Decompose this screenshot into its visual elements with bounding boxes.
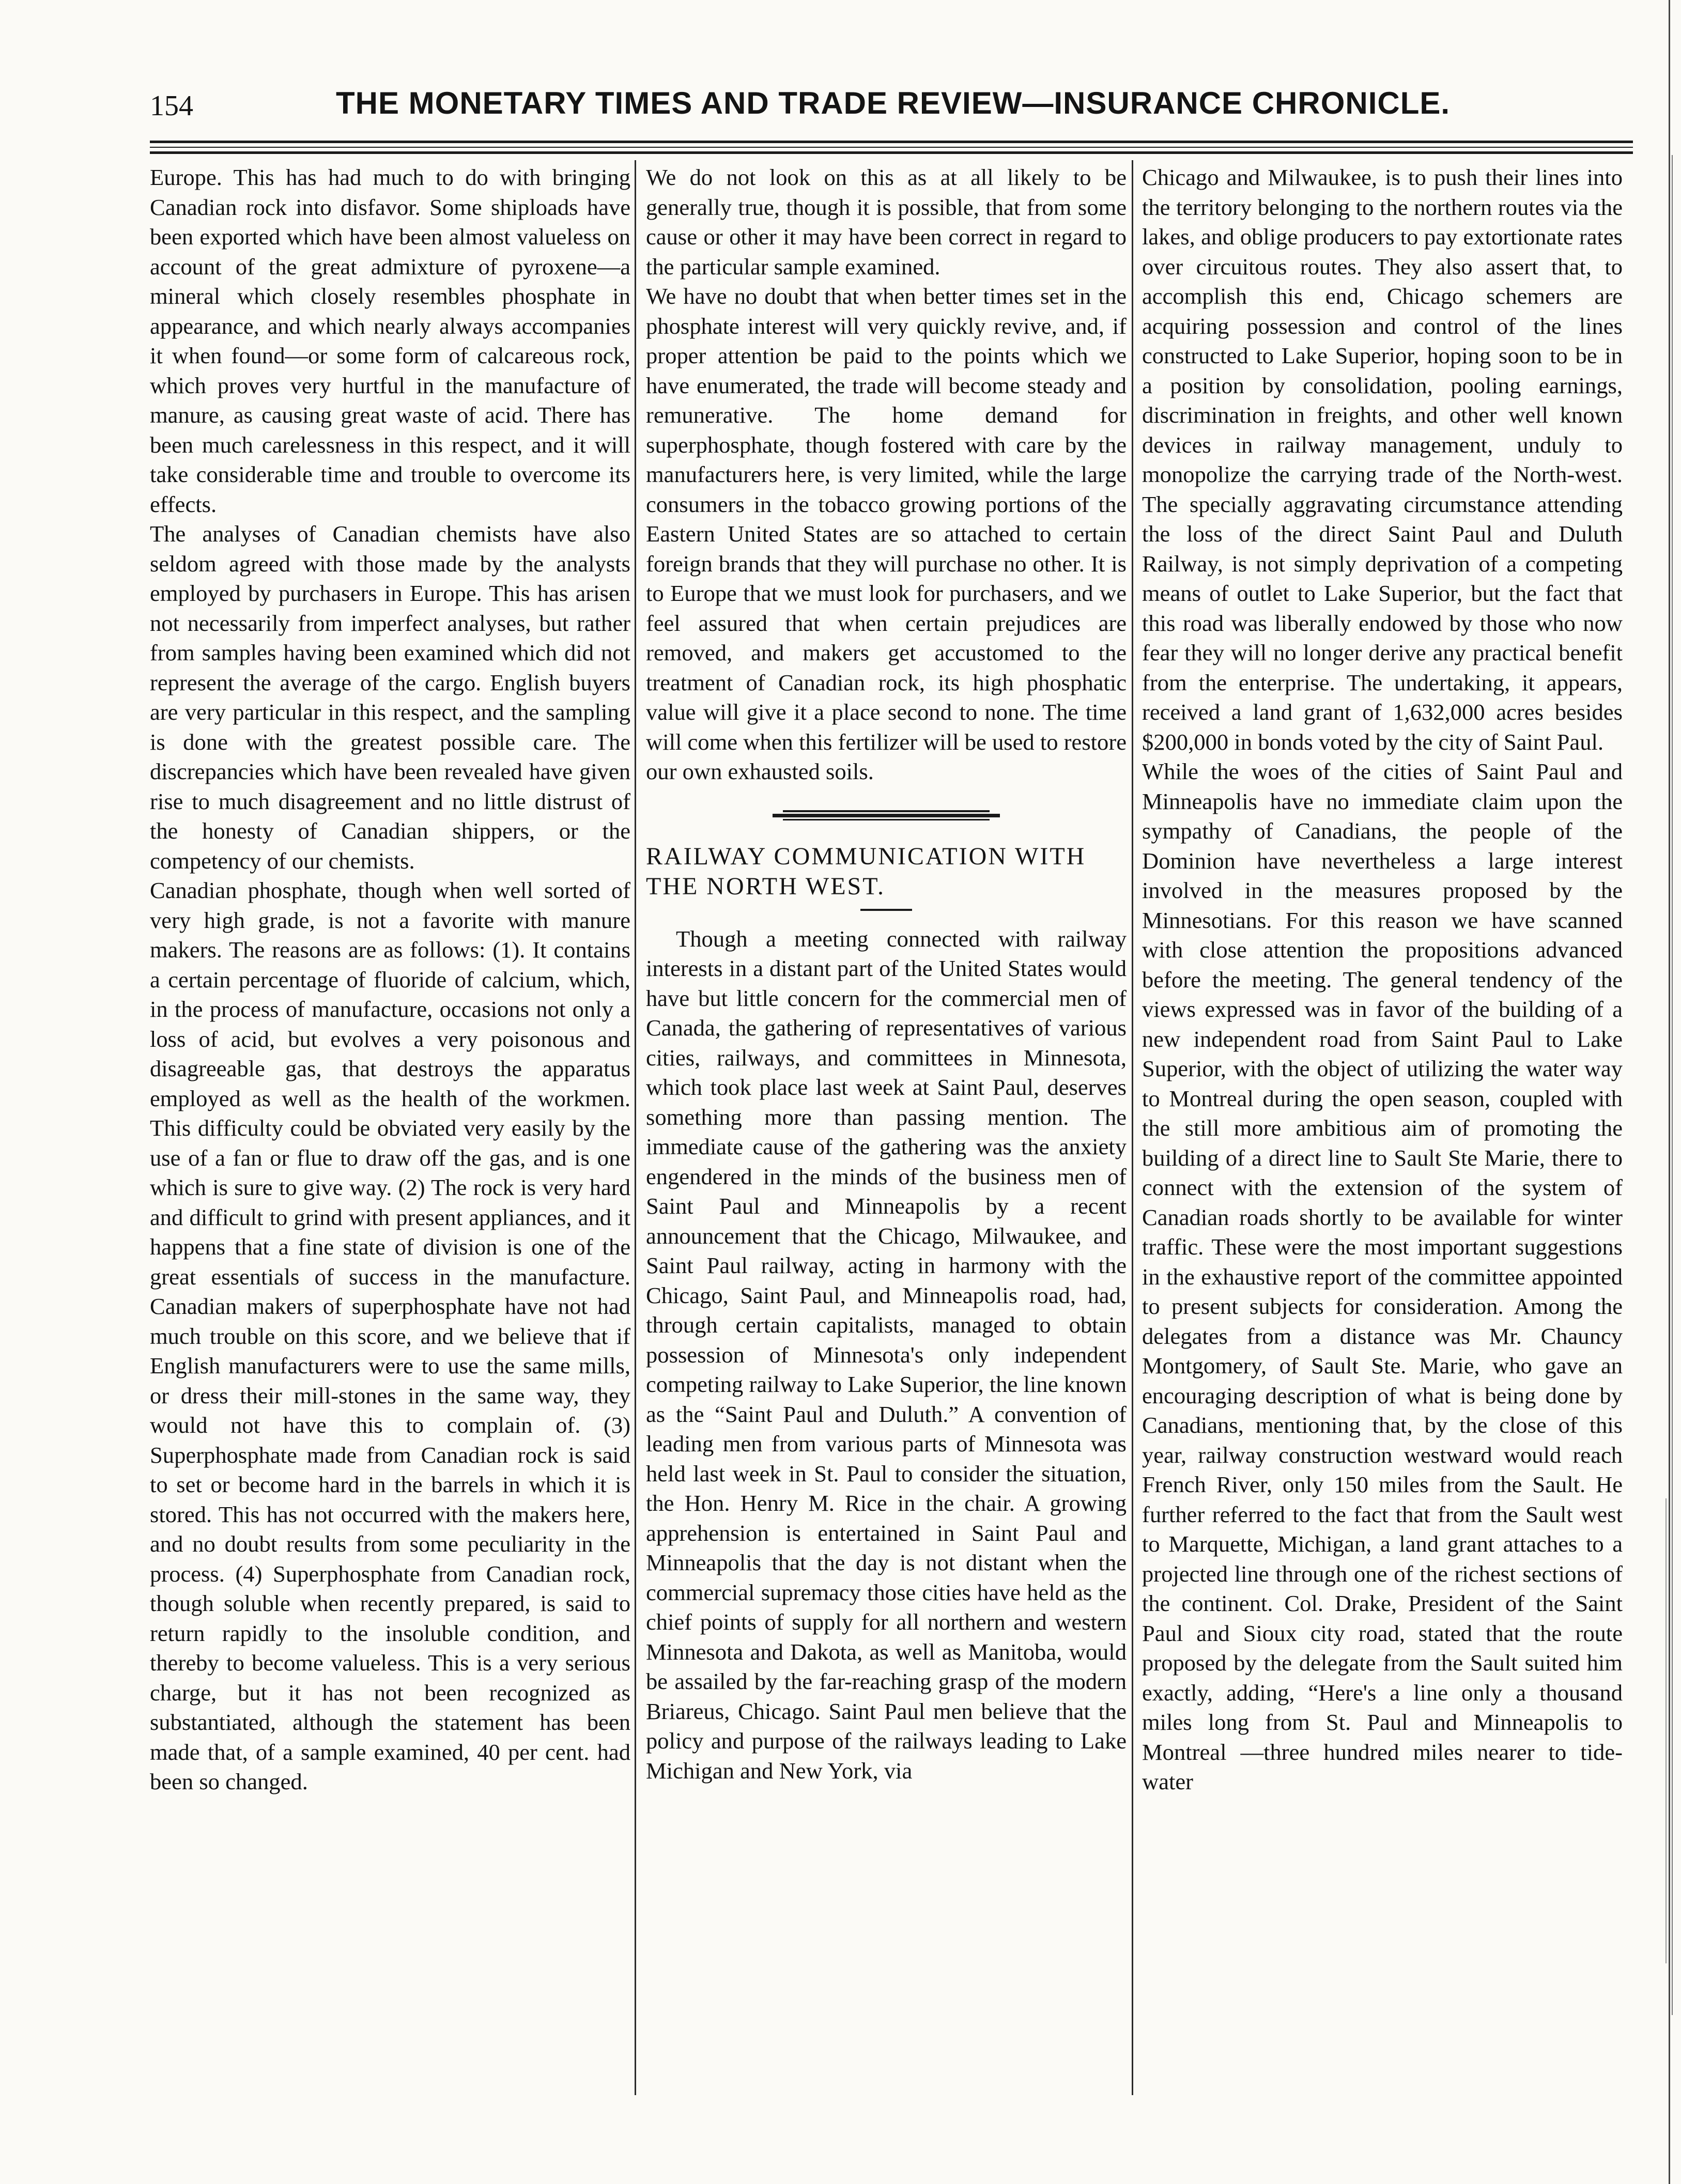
paragraph: We do not look on this as at all likely to be generally true, though it is possible, that from some cause or other it may have been correct in regard to the particular sample examined. [646,164,1127,280]
paragraph: Chicago and Milwaukee, is to push their lines into the territory belonging to the northern routes via the lakes, and oblige producers to pay extortionate rates over circuitous routes. They also assert that, to accomplish this end, Chicago schemers are acquiring possession and control of the lines constructed to Lake Superior, hoping soon to be in a position by consolidation, pooling earnings, discrimination in freights, and other well known devices in railway management, unduly to monopolize the carrying trade of the North-west. The specially aggravating circumstance attending the loss of the direct Saint Paul and Duluth Railway, is not simply deprivation of a competing means of outlet to Lake Superior, but the fact that this road was liberally endowed by those who now fear they will no longer derive any practical benefit from the enterprise. The undertaking, it appears, received a land grant of 1,632,000 acres besides $200,000 in bonds voted by the city of Saint Paul. [1142,164,1623,755]
column-3 [1142,163,1623,2085]
paragraph: Europe. This has had much to do with bringing Canadian rock into disfavor. Some shiploads have been exported which have been almost valueless on account of the great admixture of pyroxene—a mineral which closely resembles phosphate in appearance, and which nearly always accompanies it when found—or some form of calcareous rock, which proves very hurtful in the manufacture of manure, as causing great waste of acid. There has been much carelessness in this respect, and it will take considerable time and trouble to overcome its effects. [150,164,630,517]
paragraph: Canadian phosphate, though when well sorted of very high grade, is not a favorite with manure makers. The reasons are as follows: (1). It contains a certain percentage of fluoride of calcium, which, in the process of manufacture, occasions not only a loss of acid, but evolves a very poisonous and disagreeable gas, that destroys the apparatus employed as well as the health of the workmen. This difficulty could be obviated very easily by the use of a fan or flue to draw off the gas, and is one which is sure to give way. (2) The rock is very hard and difficult to grind with present appliances, and it happens that a fine state of division is one of the great essentials of success in the manufacture. Canadian makers of superphosphate have not had much trouble on this score, and we believe that if English manufacturers were to use the same mills, or dress their mill-stones in the same way, they would not have this to complain of. (3) Superphosphate made from Canadian rock is said to set or become hard in the barrels in which it is stored. This has not occurred with the makers here, and no doubt results from some peculiarity in the process. (4) Superphosphate from Canadian rock, though soluble when recently prepared, is said to return rapidly to the insoluble condition, and thereby to become valueless. This is a very serious charge, but it has not been recognized as substantiated, although the statement has been made that, of a sample examined, 40 per cent. had been so changed. [150,877,630,1794]
header-rule-bottom [150,151,1633,154]
paragraph: Though a meeting connected with railway interests in a distant part of the United States would have but little concern for the commercial men of Canada, the gathering of representatives of various cities, railways, and committees in Minnesota, which took place last week at Saint Paul, deserves something more than passing mention. The immediate cause of the gathering was the anxiety engendered in the minds of the business men of Saint Paul and Minneapolis by a recent announcement that the Chicago, Milwaukee, and Saint Paul railway, acting in harmony with the Chicago, Saint Paul, and Minneapolis road, had, through certain capitalists, managed to obtain possession of Minnesota's only independent competing railway to Lake Superior, the line known as the “Saint Paul and Duluth.” A convention of leading men from various parts of Minnesota was held last week in St. Paul to consider the situation, the Hon. Henry M. Rice in the chair. A growing apprehension is entertained in Saint Paul and Minneapolis that the day is not distant when the commercial supremacy those cities have held as the chief points of supply for all northern and western Minnesota and Dakota, as well as Manitoba, would be assailed by the far-reaching grasp of the modern Briareus, Chicago. Saint Paul men believe that the policy and purpose of the railways leading to Lake Michigan and New York, via [646,925,1127,1784]
page-number: 154 [150,90,193,122]
header-rule-middle [150,147,1633,148]
page-header [150,85,1623,132]
column-divider [635,160,636,2095]
page-edge-shadow [1645,0,1681,2184]
section-ornament [773,810,1000,821]
paragraph: We have no doubt that when better times set in the phosphate interest will very quickly revive, and, if proper attention be paid to the points which we have enumerated, the trade will become steady and remunerative. The home demand for superphosphate, though fostered with care by the manufacturers here, is very limited, while the large consumers in the tobacco growing portions of the Eastern United States are so attached to certain foreign brands that they will purchase no other. It is to Europe that we must look for purchasers, and we feel assured that when certain prejudices are removed, and makers get accustomed to the treatment of Canadian rock, its high phosphatic value will give it a place second to none. The time will come when this fertilizer will be used to restore our own exhausted soils. [646,283,1127,784]
section-title-line-2: THE NORTH WEST. [646,872,885,900]
section-title-line-1: RAILWAY COMMUNICATION WITH [646,842,1086,870]
title-dash [860,909,912,911]
column-divider [1132,160,1133,2095]
paragraph: The analyses of Canadian chemists have also seldom agreed with those made by the analysts employed by purchasers in Europe. This has arisen not necessarily from imperfect analyses, but rather from samples having been examined which did not represent the average of the cargo. English buyers are very particular in this respect, and the sampling is done with the greatest possible care. The discrepancies which have been revealed have given rise to much disagreement and no little distrust of the honesty of Canadian shippers, or the competency of our chemists. [150,521,630,874]
column-1 [150,163,630,2085]
running-title: THE MONETARY TIMES AND TRADE REVIEW—INSURANCE CHRONICLE. [336,86,1451,120]
column-2 [646,163,1127,2085]
header-rule-top [150,141,1633,143]
paragraph: While the woes of the cities of Saint Paul and Minneapolis have no immediate claim upon the sympathy of Canadians, the people of the Dominion have nevertheless a large interest involved in the measures proposed by the Minnesotians. For this reason we have scanned with close attention the propositions advanced before the meeting. The general tendency of the views expressed was in favor of the building of a new independent road from Saint Paul to Lake Superior, with the object of utilizing the water way to Montreal during the open season, coupled with the still more ambitious aim of promoting the building of a direct line to Sault Ste Marie, there to connect with the extension of the system of Canadian roads shortly to be available for winter traffic. These were the most important suggestions in the exhaustive report of the committee appointed to present subjects for consideration. Among the delegates from a distance was Mr. Chauncy Montgomery, of Sault Ste. Marie, who gave an encouraging description of what is being done by Canadians, mentioning that, by the close of this year, railway construction westward would reach French River, only 150 miles from the Sault. He further referred to the fact that from the Sault west to Marquette, Michigan, a land grant attaches to a projected line through one of the richest sections of the continent. Col. Drake, President of the Saint Paul and Sioux city road, stated that the route proposed by the delegate from the Sault suited him exactly, adding, “Here's a line only a thousand miles long from St. Paul and Minneapolis to Montreal —three hundred miles nearer to tide-water [1142,758,1623,1794]
